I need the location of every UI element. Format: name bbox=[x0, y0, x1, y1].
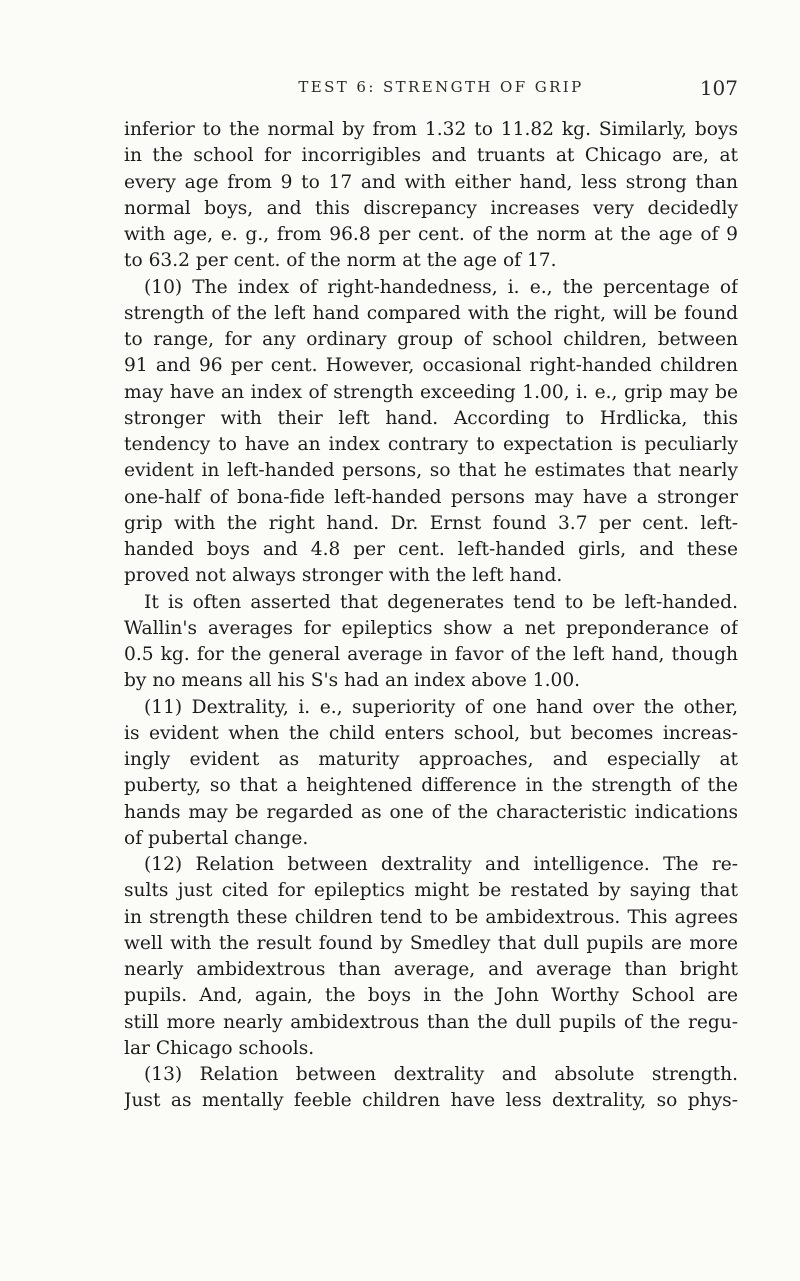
text-line: to range, for any ordinary group of school children, between bbox=[124, 329, 738, 350]
text-line: (12) Relation between dextrality and intelligence. The re- bbox=[144, 854, 738, 875]
text-line: of pubertal change. bbox=[124, 827, 309, 849]
text-line: 91 and 96 per cent. However, occasional right-handed children bbox=[124, 355, 738, 377]
text-line: handed boys and 4.8 per cent. left-handed girls, and these bbox=[124, 539, 738, 560]
text-line: sults just cited for epileptics might be restated by saying that bbox=[124, 880, 738, 902]
text-line: inferior to the normal by from 1.32 to 11.82 kg. Similarly, boys bbox=[124, 119, 738, 140]
text-line: still more nearly ambidextrous than the dull pupils of the regu- bbox=[124, 1011, 738, 1033]
text-line: strength of the left hand compared with the right, will be found bbox=[124, 302, 738, 324]
text-line: lar Chicago schools. bbox=[124, 1037, 315, 1059]
text-line: in strength these children tend to be ambidextrous. This agrees bbox=[124, 906, 738, 928]
text-line: is evident when the child enters school, but becomes increas- bbox=[124, 722, 738, 744]
text-line: one-half of bona-fide left-handed persons may have a stronger bbox=[124, 486, 738, 508]
text-line: Just as mentally feeble children have less dextrality, so phys- bbox=[124, 1090, 738, 1112]
text-line: It is often asserted that degenerates tend to be left-handed. bbox=[144, 591, 738, 613]
book-page bbox=[124, 76, 738, 1115]
text-line: puberty, so that a heightened difference in the strength of the bbox=[124, 775, 738, 797]
text-line: by no means all his S's had an index above 1.00. bbox=[124, 670, 581, 692]
text-line: every age from 9 to 17 and with either hand, less strong than bbox=[124, 171, 738, 193]
text-line: tendency to have an index contrary to expectation is peculiarly bbox=[124, 434, 738, 455]
text-line: to 63.2 per cent. of the norm at the age of 17. bbox=[124, 250, 557, 272]
text-line: (10) The index of right-handedness, i. e., the percentage of bbox=[144, 276, 738, 298]
text-line: in the school for incorrigibles and truants at Chicago are, at bbox=[124, 145, 738, 167]
text-line: nearly ambidextrous than average, and average than bright bbox=[124, 959, 738, 980]
text-line: pupils. And, again, the boys in the John Worthy School are bbox=[124, 985, 738, 1007]
text-line: normal boys, and this discrepancy increases very decidedly bbox=[124, 197, 738, 219]
body-text bbox=[124, 117, 738, 1115]
running-title: TEST 6: STRENGTH OF GRIP bbox=[298, 78, 584, 96]
text-line: ingly evident as maturity approaches, and especially at bbox=[124, 749, 738, 770]
text-line: well with the result found by Smedley that dull pupils are more bbox=[124, 932, 738, 954]
page-number: 107 bbox=[699, 76, 738, 100]
text-line: grip with the right hand. Dr. Ernst found 3.7 per cent. left- bbox=[124, 512, 738, 534]
text-line: evident in left-handed persons, so that he estimates that nearly bbox=[124, 460, 738, 482]
text-line: (11) Dextrality, i. e., superiority of one hand over the other, bbox=[144, 696, 738, 718]
text-line: hands may be regarded as one of the characteristic indications bbox=[124, 801, 738, 823]
text-line: 0.5 kg. for the general average in favor of the left hand, though bbox=[124, 644, 738, 665]
text-line: stronger with their left hand. According to Hrdlicka, this bbox=[124, 407, 738, 429]
text-line: may have an index of strength exceeding 1.00, i. e., grip may be bbox=[124, 381, 738, 403]
text-line: (13) Relation between dextrality and absolute strength. bbox=[144, 1064, 738, 1085]
text-line: with age, e. g., from 96.8 per cent. of the norm at the age of 9 bbox=[124, 224, 738, 245]
running-head bbox=[124, 76, 738, 106]
text-line: proved not always stronger with the left hand. bbox=[124, 565, 563, 587]
text-line: Wallin's averages for epileptics show a net preponderance of bbox=[124, 617, 738, 639]
